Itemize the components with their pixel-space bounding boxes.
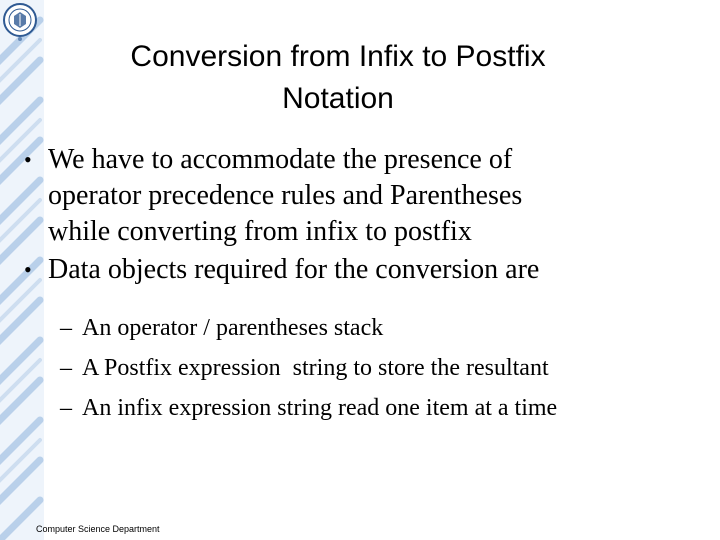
slide-title: [40, 36, 636, 120]
bullet-text-line: Data objects required for the conversion are: [48, 254, 540, 285]
bullet-text-line: We have to accommodate the presence of: [48, 144, 513, 175]
bullet-dot-icon: •: [24, 147, 32, 172]
sub-bullet-list: [60, 308, 710, 428]
footer-department: Computer Science Department: [36, 524, 160, 534]
bullet-list: [24, 142, 704, 290]
university-seal-icon: [2, 2, 38, 42]
sub-bullet-item: [60, 388, 710, 428]
dash-icon: –: [60, 315, 72, 341]
sub-bullet-text: An infix expression string read one item at a time: [82, 395, 558, 421]
sub-bullet-item: [60, 308, 710, 348]
sub-bullet-item: [60, 348, 710, 388]
slide-title-line-1: Conversion from Infix to Postfix: [130, 40, 546, 73]
bullet-dot-icon: •: [24, 257, 32, 282]
bullet-text-line: while converting from infix to postfix: [48, 216, 472, 247]
dash-icon: –: [60, 355, 72, 381]
dash-icon: –: [60, 395, 72, 421]
bullet-text-line: operator precedence rules and Parentheses: [48, 180, 523, 211]
bullet-item: [24, 142, 704, 250]
sub-bullet-text: An operator / parentheses stack: [82, 315, 384, 341]
bullet-item: [24, 252, 704, 288]
slide-title-line-2: Notation: [282, 82, 394, 115]
sub-bullet-text: A Postfix expression string to store the resultant: [82, 355, 549, 381]
